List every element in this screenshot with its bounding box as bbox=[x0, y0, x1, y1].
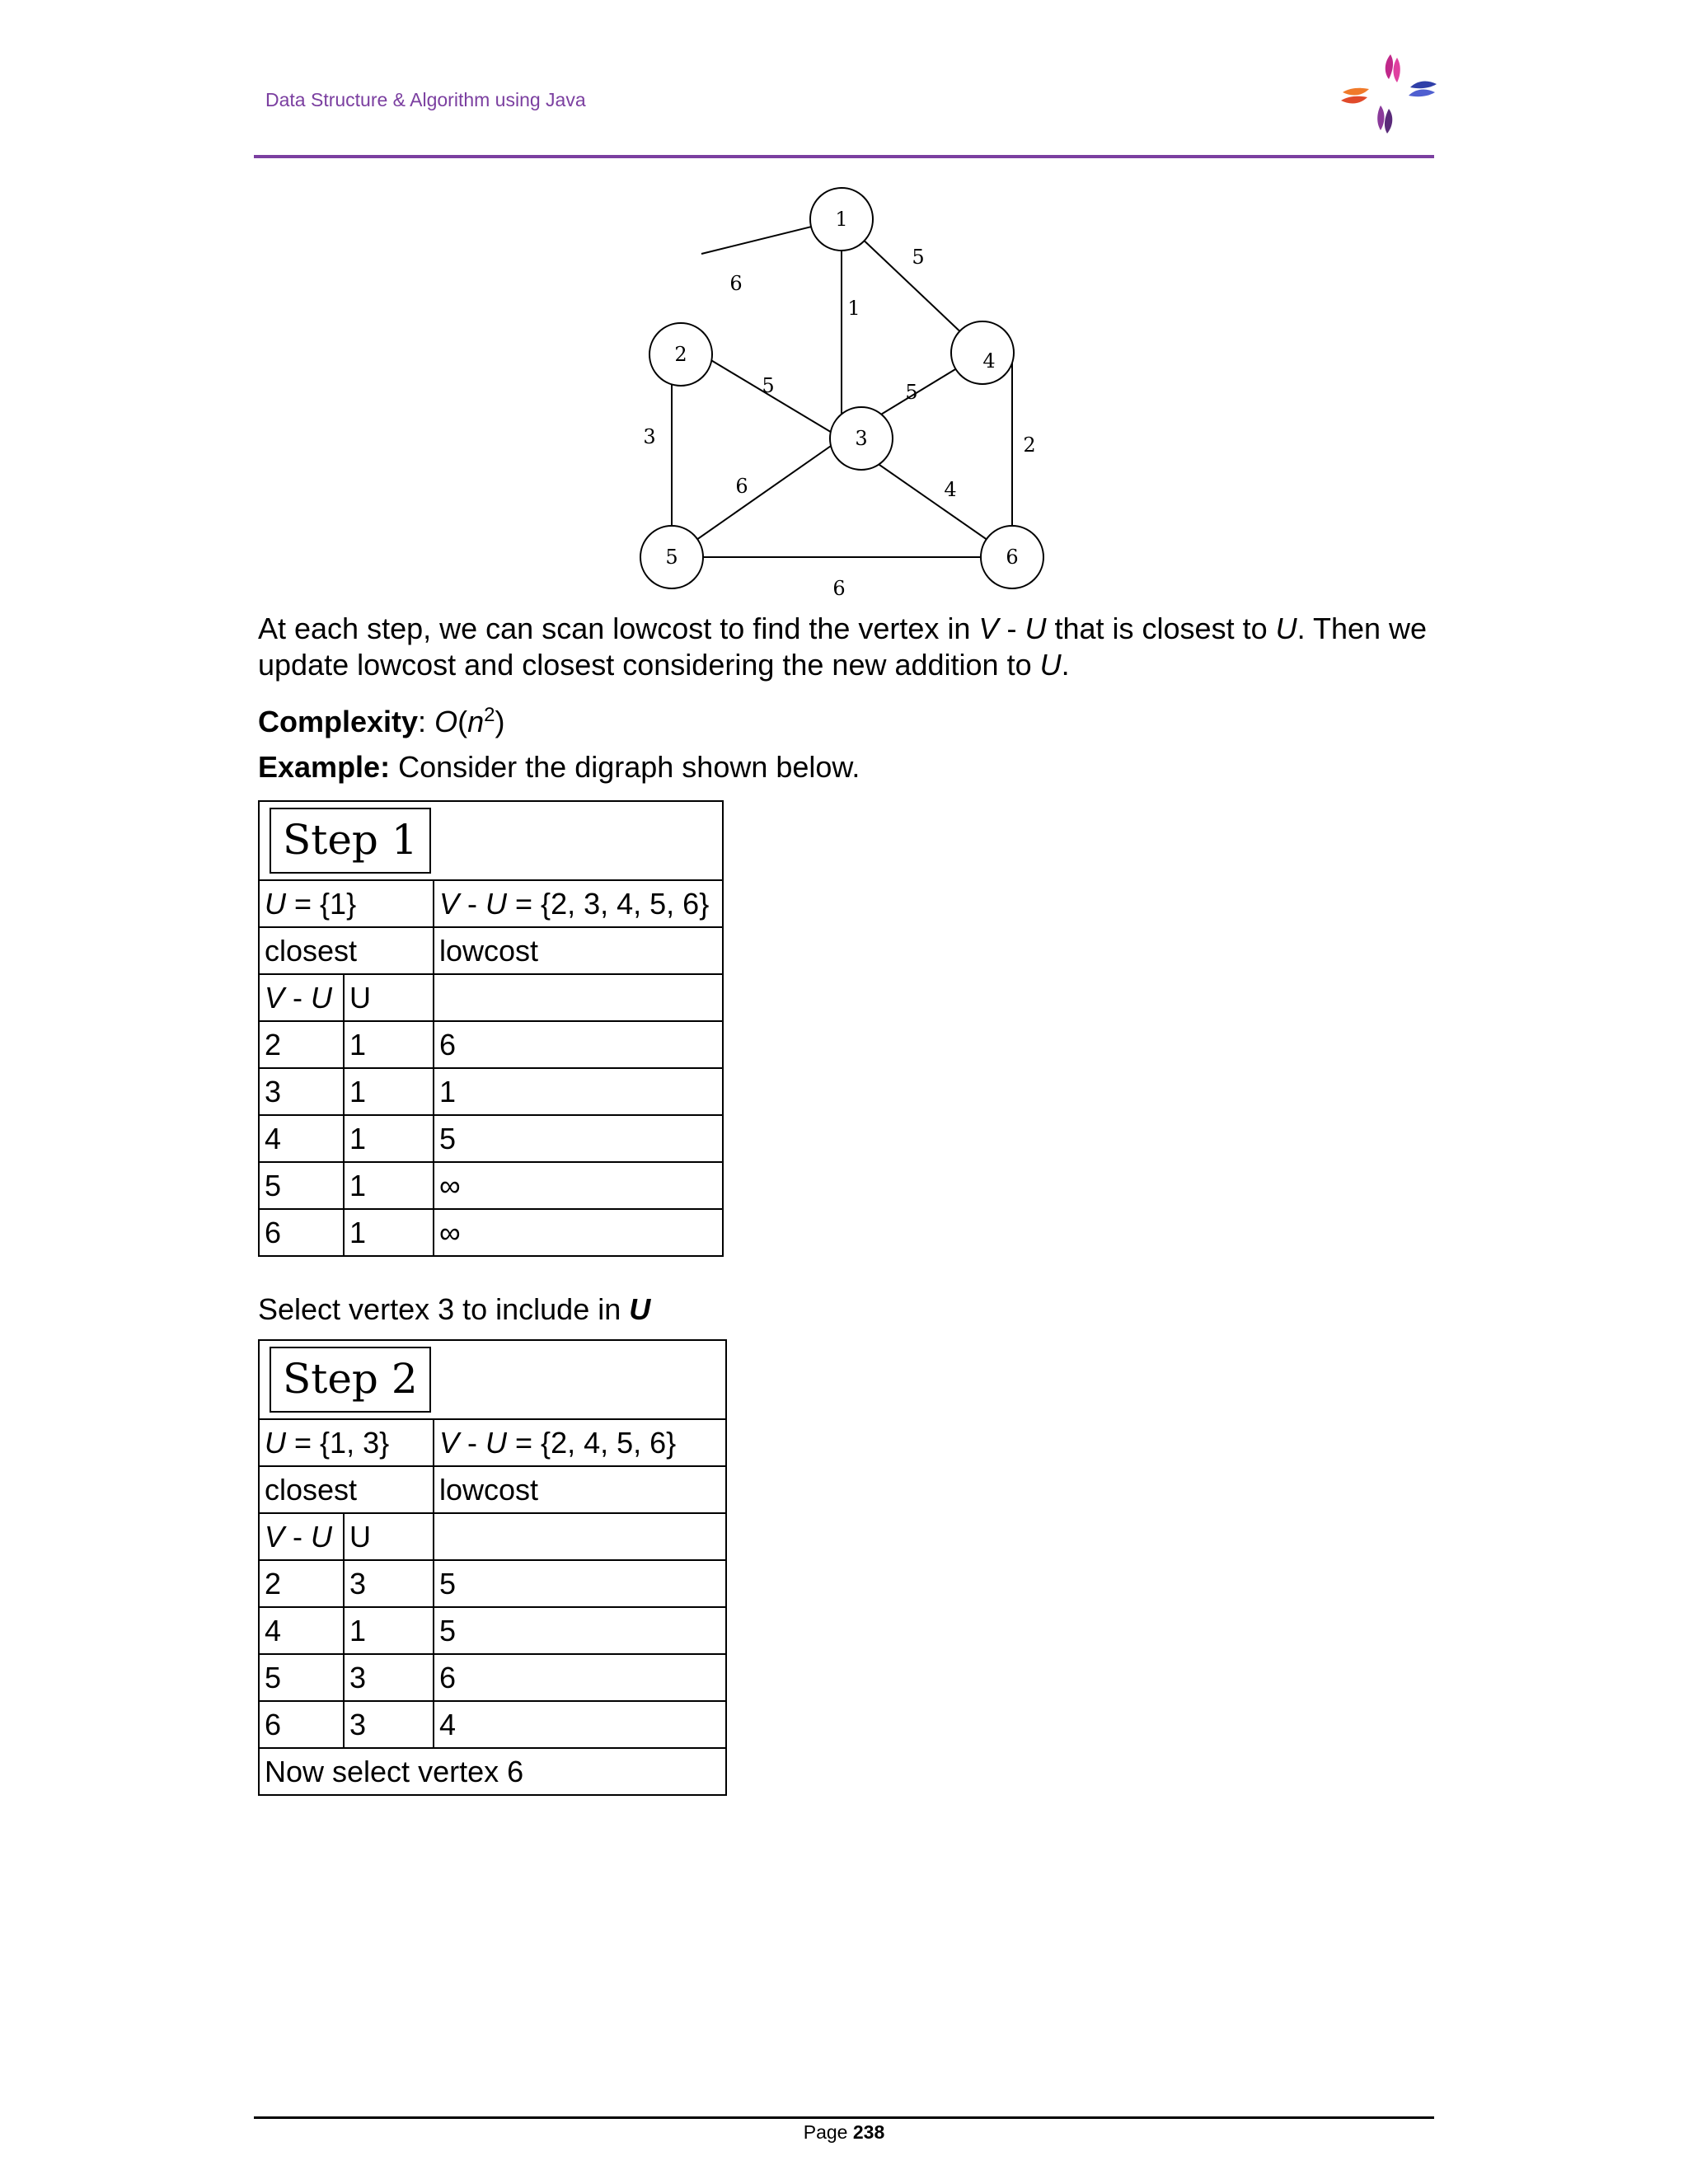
table-row: 4 1 5 bbox=[259, 1607, 726, 1654]
complexity-line: Complexity: $O(n^2)$ bbox=[258, 704, 505, 738]
table-row bbox=[259, 1748, 726, 1795]
vertex-label: 2 bbox=[674, 343, 687, 366]
table-row: 5 3 6 bbox=[259, 1654, 726, 1701]
page-number: 238 bbox=[852, 2121, 885, 2143]
step-title: Step 2 bbox=[270, 1347, 431, 1413]
closest-header: closest bbox=[259, 927, 434, 974]
vertex-label: 6 bbox=[1006, 546, 1019, 569]
edge-weight: 6 bbox=[729, 272, 743, 295]
vertex-label: 3 bbox=[855, 427, 868, 450]
page-footer: Page 238 bbox=[803, 2121, 885, 2143]
header-rule bbox=[254, 155, 1434, 158]
graph-diagram bbox=[626, 180, 1071, 608]
edge-weight: 1 bbox=[847, 297, 860, 320]
edge-weight: 3 bbox=[643, 425, 656, 448]
now-select-row: Now select vertex 6 bbox=[259, 1748, 726, 1795]
vu-subheader: V - U bbox=[259, 1513, 344, 1560]
table-row: 5 1 ∞ bbox=[259, 1162, 723, 1209]
table-row: 6 3 4 bbox=[259, 1701, 726, 1748]
edge-weight: 5 bbox=[905, 381, 918, 404]
step-2-table bbox=[258, 1339, 727, 1796]
example-line: Example: Consider the digraph shown below. bbox=[258, 750, 860, 784]
table-row: 3 1 1 bbox=[259, 1068, 723, 1115]
lowcost-header: lowcost bbox=[434, 1466, 726, 1513]
edge-weight: 4 bbox=[944, 478, 957, 501]
u-subheader: U bbox=[344, 974, 434, 1021]
step-1-table bbox=[258, 800, 724, 1257]
running-header-title: Data Structure & Algorithm using Java bbox=[265, 89, 586, 110]
edge-weight: 6 bbox=[735, 475, 748, 498]
closest-header: closest bbox=[259, 1466, 434, 1513]
publisher-logo-icon bbox=[1339, 51, 1438, 137]
vertex-label: 4 bbox=[982, 349, 996, 373]
vertex-label: 1 bbox=[835, 208, 848, 231]
vu-subheader: V - U bbox=[259, 974, 344, 1021]
table-row: 6 1 ∞ bbox=[259, 1209, 723, 1256]
edge-weight: 5 bbox=[912, 246, 925, 269]
intro-paragraph: At each step, we can scan lowcost to find the vertex in V - U that is closest to U. Then we update lowcost and closest considering the new addition to U. bbox=[258, 612, 1428, 682]
footer-rule bbox=[254, 2116, 1434, 2119]
step-title: Step 1 bbox=[270, 808, 431, 874]
edge-weight: 6 bbox=[832, 577, 846, 600]
table-row: 2 1 6 bbox=[259, 1021, 723, 1068]
lowcost-header: lowcost bbox=[434, 927, 723, 974]
v-minus-u-cell: V - U = {2, 4, 5, 6} bbox=[434, 1419, 726, 1466]
u-set-cell: U = {1, 3} bbox=[259, 1419, 434, 1466]
u-set-cell: U = {1} bbox=[259, 880, 434, 927]
table-row: 2 3 5 bbox=[259, 1560, 726, 1607]
u-subheader: U bbox=[344, 1513, 434, 1560]
edge-weight: 5 bbox=[762, 374, 775, 397]
v-minus-u-cell: V - U = {2, 3, 4, 5, 6} bbox=[434, 880, 723, 927]
select-vertex-line: Select vertex 3 to include in U bbox=[258, 1292, 651, 1326]
vertex-label: 5 bbox=[665, 546, 678, 569]
table-row: 4 1 5 bbox=[259, 1115, 723, 1162]
edge-weight: 2 bbox=[1023, 434, 1036, 457]
